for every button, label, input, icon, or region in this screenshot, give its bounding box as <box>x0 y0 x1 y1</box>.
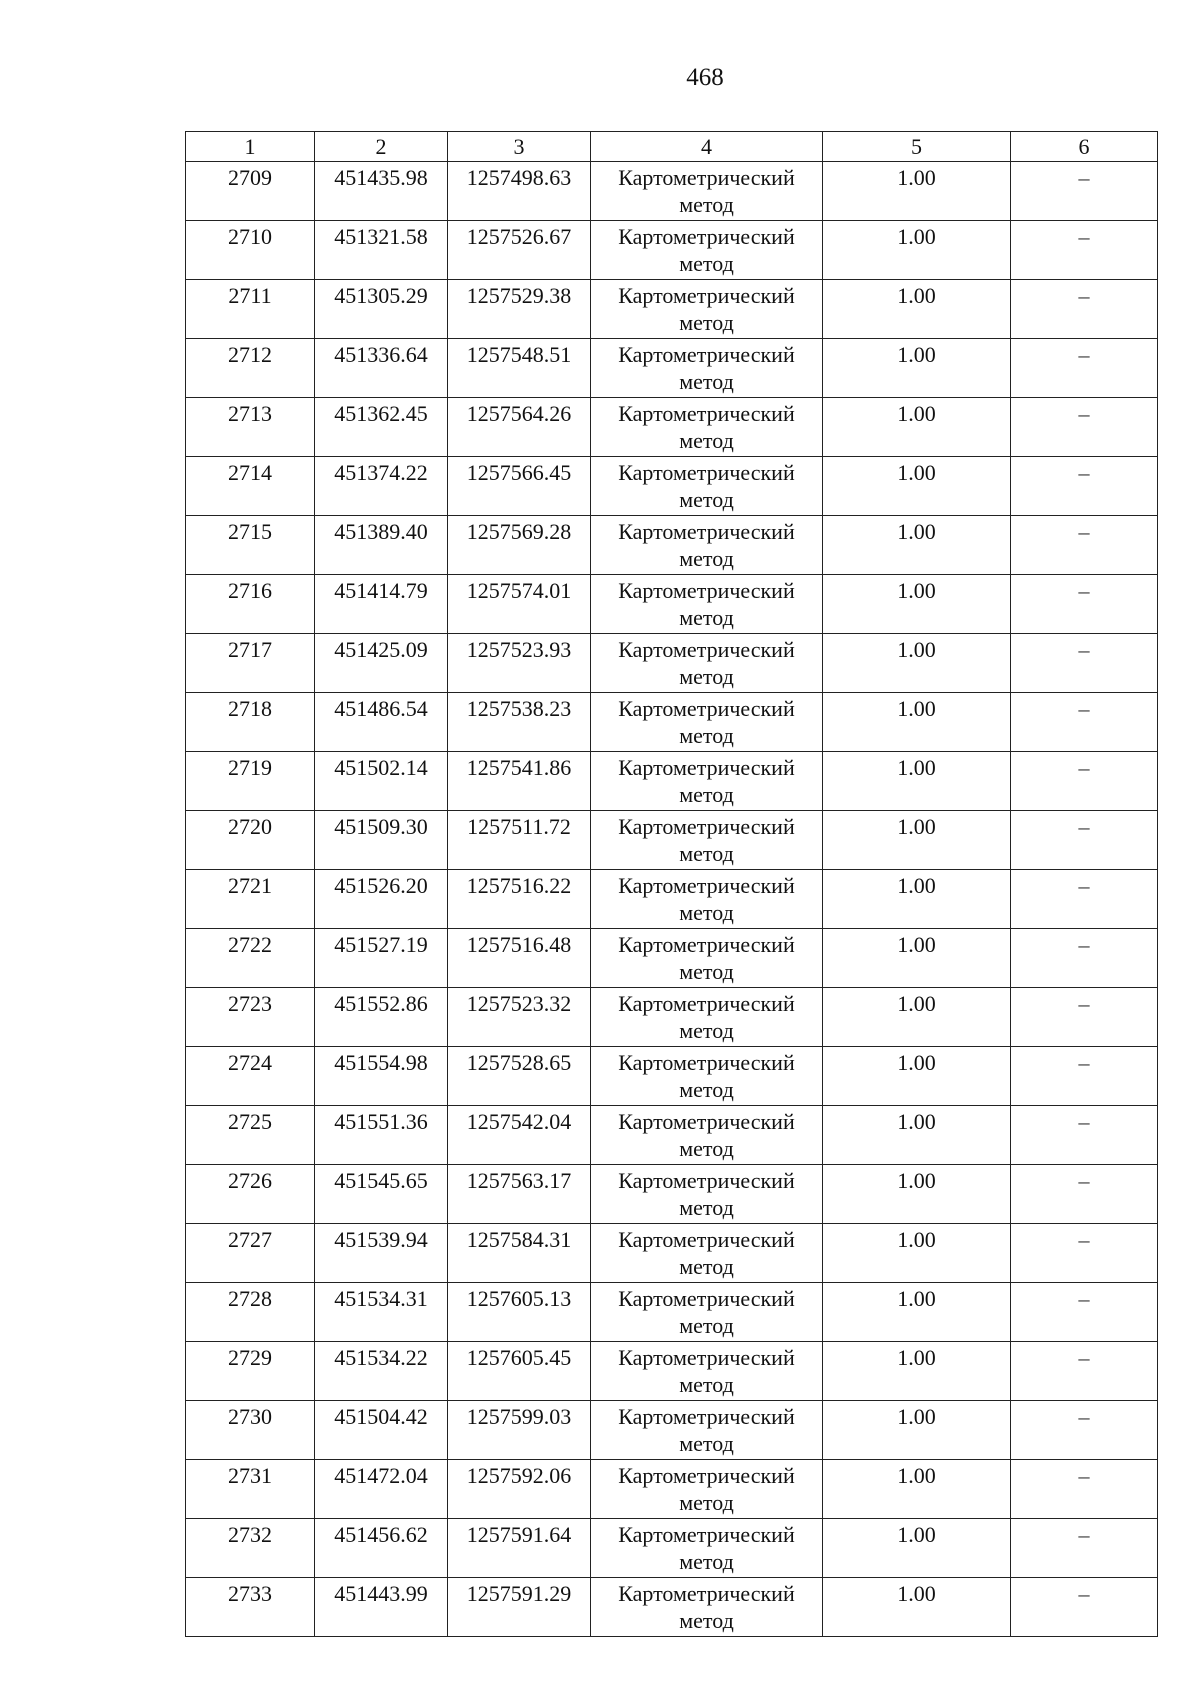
point-number-cell: 2724 <box>186 1047 315 1106</box>
y-coordinate-cell: 1257541.86 <box>448 752 591 811</box>
y-coordinate-cell: 1257605.13 <box>448 1283 591 1342</box>
method-cell: Картометрический метод <box>591 811 823 870</box>
x-coordinate-cell: 451414.79 <box>315 575 448 634</box>
note-cell: – <box>1011 929 1158 988</box>
x-coordinate-cell: 451374.22 <box>315 457 448 516</box>
x-coordinate-cell: 451534.22 <box>315 1342 448 1401</box>
accuracy-cell: 1.00 <box>823 575 1011 634</box>
y-coordinate-cell: 1257542.04 <box>448 1106 591 1165</box>
method-cell: Картометрический метод <box>591 1460 823 1519</box>
y-coordinate-cell: 1257538.23 <box>448 693 591 752</box>
x-coordinate-cell: 451305.29 <box>315 280 448 339</box>
table-body <box>186 162 1158 1637</box>
accuracy-cell: 1.00 <box>823 811 1011 870</box>
table-row <box>186 280 1158 339</box>
accuracy-cell: 1.00 <box>823 1460 1011 1519</box>
y-coordinate-cell: 1257516.48 <box>448 929 591 988</box>
table-row <box>186 929 1158 988</box>
accuracy-cell: 1.00 <box>823 1165 1011 1224</box>
method-cell: Картометрический метод <box>591 1165 823 1224</box>
method-cell: Картометрический метод <box>591 339 823 398</box>
x-coordinate-cell: 451527.19 <box>315 929 448 988</box>
table-row <box>186 1106 1158 1165</box>
method-cell: Картометрический метод <box>591 162 823 221</box>
table-row <box>186 516 1158 575</box>
table-row <box>186 1047 1158 1106</box>
table-row <box>186 339 1158 398</box>
accuracy-cell: 1.00 <box>823 752 1011 811</box>
column-header-4: 4 <box>591 132 823 162</box>
method-cell: Картометрический метод <box>591 1047 823 1106</box>
accuracy-cell: 1.00 <box>823 1342 1011 1401</box>
table-header-row <box>186 132 1158 162</box>
column-header-1: 1 <box>186 132 315 162</box>
method-cell: Картометрический метод <box>591 575 823 634</box>
method-cell: Картометрический метод <box>591 1283 823 1342</box>
point-number-cell: 2711 <box>186 280 315 339</box>
point-number-cell: 2722 <box>186 929 315 988</box>
note-cell: – <box>1011 634 1158 693</box>
table-row <box>186 221 1158 280</box>
method-cell: Картометрический метод <box>591 1342 823 1401</box>
y-coordinate-cell: 1257591.29 <box>448 1578 591 1637</box>
x-coordinate-cell: 451504.42 <box>315 1401 448 1460</box>
table-row <box>186 634 1158 693</box>
method-cell: Картометрический метод <box>591 988 823 1047</box>
x-coordinate-cell: 451545.65 <box>315 1165 448 1224</box>
point-number-cell: 2709 <box>186 162 315 221</box>
y-coordinate-cell: 1257548.51 <box>448 339 591 398</box>
x-coordinate-cell: 451362.45 <box>315 398 448 457</box>
note-cell: – <box>1011 1106 1158 1165</box>
note-cell: – <box>1011 1401 1158 1460</box>
accuracy-cell: 1.00 <box>823 634 1011 693</box>
y-coordinate-cell: 1257599.03 <box>448 1401 591 1460</box>
column-header-2: 2 <box>315 132 448 162</box>
point-number-cell: 2718 <box>186 693 315 752</box>
method-cell: Картометрический метод <box>591 398 823 457</box>
note-cell: – <box>1011 162 1158 221</box>
table-row <box>186 1460 1158 1519</box>
y-coordinate-cell: 1257516.22 <box>448 870 591 929</box>
method-cell: Картометрический метод <box>591 1224 823 1283</box>
method-cell: Картометрический метод <box>591 221 823 280</box>
point-number-cell: 2723 <box>186 988 315 1047</box>
y-coordinate-cell: 1257592.06 <box>448 1460 591 1519</box>
point-number-cell: 2727 <box>186 1224 315 1283</box>
point-number-cell: 2712 <box>186 339 315 398</box>
x-coordinate-cell: 451472.04 <box>315 1460 448 1519</box>
accuracy-cell: 1.00 <box>823 457 1011 516</box>
x-coordinate-cell: 451435.98 <box>315 162 448 221</box>
x-coordinate-cell: 451389.40 <box>315 516 448 575</box>
accuracy-cell: 1.00 <box>823 929 1011 988</box>
table-row <box>186 398 1158 457</box>
y-coordinate-cell: 1257591.64 <box>448 1519 591 1578</box>
accuracy-cell: 1.00 <box>823 1283 1011 1342</box>
point-number-cell: 2720 <box>186 811 315 870</box>
y-coordinate-cell: 1257584.31 <box>448 1224 591 1283</box>
table-row <box>186 1578 1158 1637</box>
point-number-cell: 2733 <box>186 1578 315 1637</box>
table-row <box>186 1342 1158 1401</box>
y-coordinate-cell: 1257605.45 <box>448 1342 591 1401</box>
method-cell: Картометрический метод <box>591 1519 823 1578</box>
note-cell: – <box>1011 988 1158 1047</box>
note-cell: – <box>1011 1342 1158 1401</box>
point-number-cell: 2725 <box>186 1106 315 1165</box>
method-cell: Картометрический метод <box>591 752 823 811</box>
x-coordinate-cell: 451526.20 <box>315 870 448 929</box>
note-cell: – <box>1011 339 1158 398</box>
note-cell: – <box>1011 1047 1158 1106</box>
point-number-cell: 2731 <box>186 1460 315 1519</box>
accuracy-cell: 1.00 <box>823 1224 1011 1283</box>
accuracy-cell: 1.00 <box>823 870 1011 929</box>
point-number-cell: 2719 <box>186 752 315 811</box>
accuracy-cell: 1.00 <box>823 339 1011 398</box>
x-coordinate-cell: 451502.14 <box>315 752 448 811</box>
y-coordinate-cell: 1257563.17 <box>448 1165 591 1224</box>
accuracy-cell: 1.00 <box>823 693 1011 752</box>
y-coordinate-cell: 1257529.38 <box>448 280 591 339</box>
table-row <box>186 1283 1158 1342</box>
table-row <box>186 752 1158 811</box>
accuracy-cell: 1.00 <box>823 221 1011 280</box>
point-number-cell: 2715 <box>186 516 315 575</box>
note-cell: – <box>1011 1165 1158 1224</box>
table-row <box>186 693 1158 752</box>
x-coordinate-cell: 451551.36 <box>315 1106 448 1165</box>
accuracy-cell: 1.00 <box>823 516 1011 575</box>
note-cell: – <box>1011 516 1158 575</box>
point-number-cell: 2716 <box>186 575 315 634</box>
note-cell: – <box>1011 1578 1158 1637</box>
table-row <box>186 1519 1158 1578</box>
accuracy-cell: 1.00 <box>823 1519 1011 1578</box>
method-cell: Картометрический метод <box>591 929 823 988</box>
accuracy-cell: 1.00 <box>823 162 1011 221</box>
table-row <box>186 988 1158 1047</box>
table-row <box>186 1401 1158 1460</box>
point-number-cell: 2728 <box>186 1283 315 1342</box>
x-coordinate-cell: 451486.54 <box>315 693 448 752</box>
table-row <box>186 1165 1158 1224</box>
accuracy-cell: 1.00 <box>823 1047 1011 1106</box>
point-number-cell: 2717 <box>186 634 315 693</box>
accuracy-cell: 1.00 <box>823 1401 1011 1460</box>
x-coordinate-cell: 451552.86 <box>315 988 448 1047</box>
y-coordinate-cell: 1257564.26 <box>448 398 591 457</box>
point-number-cell: 2713 <box>186 398 315 457</box>
note-cell: – <box>1011 870 1158 929</box>
note-cell: – <box>1011 457 1158 516</box>
method-cell: Картометрический метод <box>591 457 823 516</box>
table-row <box>186 457 1158 516</box>
note-cell: – <box>1011 1224 1158 1283</box>
column-header-5: 5 <box>823 132 1011 162</box>
y-coordinate-cell: 1257498.63 <box>448 162 591 221</box>
page-number: 468 <box>686 64 724 91</box>
x-coordinate-cell: 451443.99 <box>315 1578 448 1637</box>
accuracy-cell: 1.00 <box>823 280 1011 339</box>
note-cell: – <box>1011 1519 1158 1578</box>
y-coordinate-cell: 1257523.93 <box>448 634 591 693</box>
point-number-cell: 2732 <box>186 1519 315 1578</box>
method-cell: Картометрический метод <box>591 1106 823 1165</box>
method-cell: Картометрический метод <box>591 1578 823 1637</box>
table-row <box>186 811 1158 870</box>
y-coordinate-cell: 1257574.01 <box>448 575 591 634</box>
point-number-cell: 2714 <box>186 457 315 516</box>
x-coordinate-cell: 451534.31 <box>315 1283 448 1342</box>
accuracy-cell: 1.00 <box>823 398 1011 457</box>
note-cell: – <box>1011 575 1158 634</box>
x-coordinate-cell: 451509.30 <box>315 811 448 870</box>
y-coordinate-cell: 1257528.65 <box>448 1047 591 1106</box>
column-header-6: 6 <box>1011 132 1158 162</box>
y-coordinate-cell: 1257569.28 <box>448 516 591 575</box>
y-coordinate-cell: 1257511.72 <box>448 811 591 870</box>
method-cell: Картометрический метод <box>591 870 823 929</box>
note-cell: – <box>1011 752 1158 811</box>
x-coordinate-cell: 451425.09 <box>315 634 448 693</box>
y-coordinate-cell: 1257523.32 <box>448 988 591 1047</box>
point-number-cell: 2730 <box>186 1401 315 1460</box>
x-coordinate-cell: 451539.94 <box>315 1224 448 1283</box>
column-header-3: 3 <box>448 132 591 162</box>
coordinates-table <box>185 131 1158 1637</box>
accuracy-cell: 1.00 <box>823 1578 1011 1637</box>
x-coordinate-cell: 451456.62 <box>315 1519 448 1578</box>
method-cell: Картометрический метод <box>591 280 823 339</box>
y-coordinate-cell: 1257526.67 <box>448 221 591 280</box>
method-cell: Картометрический метод <box>591 634 823 693</box>
note-cell: – <box>1011 398 1158 457</box>
note-cell: – <box>1011 693 1158 752</box>
note-cell: – <box>1011 1283 1158 1342</box>
note-cell: – <box>1011 280 1158 339</box>
method-cell: Картометрический метод <box>591 693 823 752</box>
y-coordinate-cell: 1257566.45 <box>448 457 591 516</box>
method-cell: Картометрический метод <box>591 1401 823 1460</box>
method-cell: Картометрический метод <box>591 516 823 575</box>
table-row <box>186 162 1158 221</box>
note-cell: – <box>1011 1460 1158 1519</box>
note-cell: – <box>1011 221 1158 280</box>
table-row <box>186 575 1158 634</box>
point-number-cell: 2710 <box>186 221 315 280</box>
table-row <box>186 870 1158 929</box>
point-number-cell: 2729 <box>186 1342 315 1401</box>
x-coordinate-cell: 451336.64 <box>315 339 448 398</box>
point-number-cell: 2726 <box>186 1165 315 1224</box>
x-coordinate-cell: 451321.58 <box>315 221 448 280</box>
point-number-cell: 2721 <box>186 870 315 929</box>
table-row <box>186 1224 1158 1283</box>
accuracy-cell: 1.00 <box>823 1106 1011 1165</box>
note-cell: – <box>1011 811 1158 870</box>
accuracy-cell: 1.00 <box>823 988 1011 1047</box>
x-coordinate-cell: 451554.98 <box>315 1047 448 1106</box>
